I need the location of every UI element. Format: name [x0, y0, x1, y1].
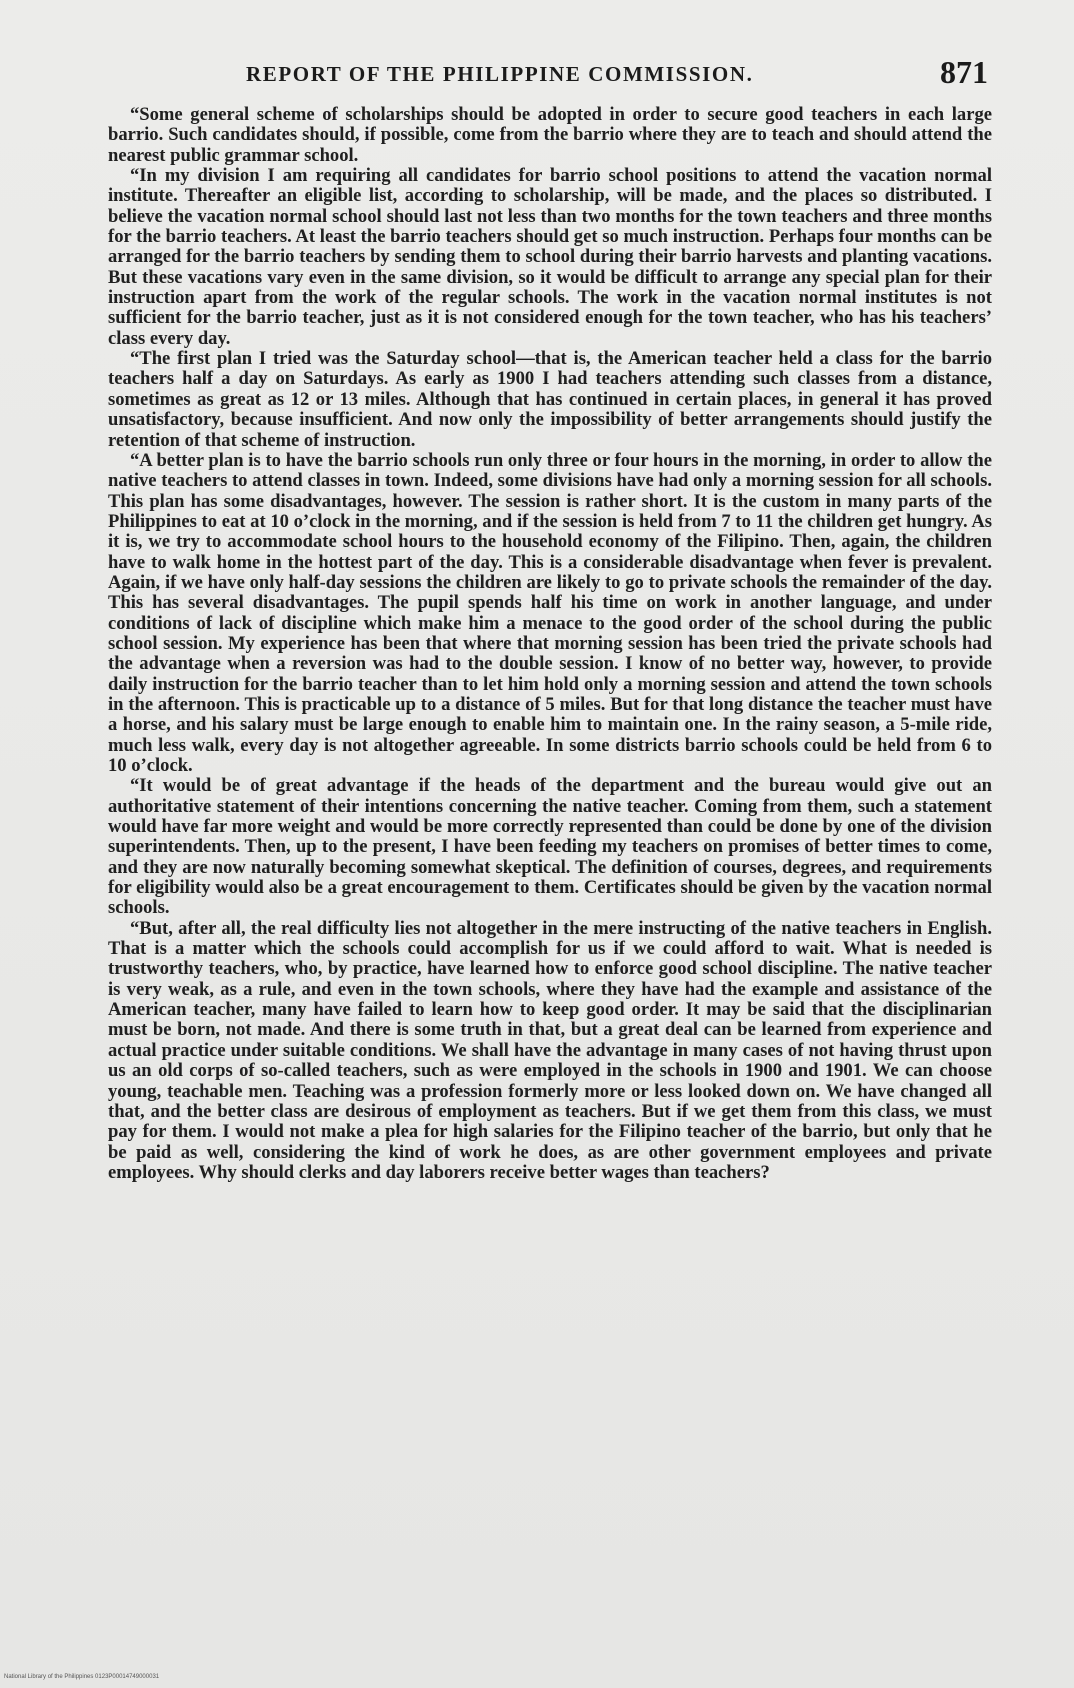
scan-credit: National Library of the Philippines 0123P00014749000031 [4, 1674, 160, 1680]
page-header [108, 54, 988, 94]
paragraph-teacher-discipline-and-pay: “But, after all, the real difficulty lies not altogether in the mere instructing of the native teachers in English. That is a matter which the schools could accomplish for us if we could afford to wait. What is needed is trustworthy teachers, who, by practice, have learned how to enforce good school discipline. The native teacher is very weak, as a rule, and even in the town schools, where they have had the example and assistance of the American teacher, many have failed to learn how to keep good order. It may be said that the disciplinarian must be born, not made. And there is some truth in that, but a great deal can be learned from experience and actual practice under suitable conditions. We shall have the advantage in many cases of not having thrust upon us an old corps of so-called teachers, such as were employed in the schools in 1900 and 1901. We can choose young, teachable men. Teaching was a profession formerly more or less looked down on. We have changed all that, and the better class are desirous of employment as teachers. But if we get them from this class, we must pay for them. I would not make a plea for high salaries for the Filipino teacher of the barrio, but only that he be paid as well, considering the kind of work he does, as are other government employees and private employees. Why should clerks and day laborers receive better wages than teachers? [108, 917, 992, 1183]
paragraph-scholarships: “Some general scheme of scholarships should be adopted in order to secure good teachers in each large barrio. Such candidates should, if possible, come from the barrio where they are to teach and should attend the nearest public grammar school. [108, 104, 992, 166]
paragraph-authoritative-statement: “It would be of great advantage if the heads of the department and the bureau would give out an authoritative statement of their intentions concerning the native teacher. Coming from them, such a statement would have far more weight and would be more correctly represented than could be done by one of the division superintendents. Then, up to the present, I have been feeding my teachers on promises of better times to come, and they are now naturally becoming somewhat skeptical. The definition of courses, degrees, and requirements for eligibility would also be a great encouragement to them. Certificates should be given by the vacation normal schools. [108, 775, 992, 919]
paragraph-saturday-school: “The first plan I tried was the Saturday school—that is, the American teacher held a class for the barrio teachers half a day on Saturdays. As early as 1900 I had teachers attending such classes from a distance, sometimes as great as 12 or 13 miles. Although that has continued in certain places, in general it has proved unsatisfactory, because insufficient. And now only the impossibility of better arrangements should justify the retention of that scheme of instruction. [108, 348, 992, 451]
paragraph-morning-session-plan: “A better plan is to have the barrio schools run only three or four hours in the morning, in order to allow the native teachers to attend classes in town. Indeed, some divisions have had only a morning session for all schools. This plan has some disadvantages, however. The session is rather short. It is the custom in many parts of the Philippines to eat at 10 o’clock in the morning, and if the session is held from 7 to 11 the children get hungry. As it is, we try to accommodate school hours to the household economy of the Filipino. Then, again, the children have to walk home in the hottest part of the day. This is a considerable disadvantage when fever is prevalent. Again, if we have only half-day sessions the children are likely to go to private schools the remainder of the day. This has several disadvantages. The pupil spends half his time on work in another language, and under conditions of lack of discipline which make him a menace to the good order of the school during the public school session. My experience has been that where that morning session has been tried the private schools had the advantage when a reversion was had to the double session. I know of no better way, however, to provide daily instruction for the barrio teacher than to let him hold only a morning session and attend the town schools in the afternoon. This is practicable up to a distance of 5 miles. But for that long distance the teacher must have a horse, and his salary must be large enough to enable him to maintain one. In the rainy season, a 5-mile ride, much less walk, every day is not altogether agreeable. In some districts barrio schools could be held from 6 to 10 o’clock. [108, 449, 992, 776]
report-body [108, 105, 992, 1183]
paragraph-vacation-normal-institute: “In my division I am requiring all candidates for barrio school positions to attend the vacation normal institute. Thereafter an eligible list, according to scholarship, will be made, and the places so distributed. I believe the vacation normal school should last not less than two months for the town teachers and three months for the barrio teachers. At least the barrio teachers should get so much instruction. Perhaps four months can be arranged for the barrio teachers by sending them to school during their barrio harvests and planting vacations. But these vacations vary even in the same division, so it would be difficult to arrange any special plan for their instruction apart from the work of the regular schools. The work in the vacation normal institutes is not sufficient for the barrio teacher, just as it is not considered enough for the town teacher, who has his teachers’ class every day. [108, 165, 992, 349]
page-number: 871 [940, 54, 988, 90]
running-title: REPORT OF THE PHILIPPINE COMMISSION. [246, 62, 754, 86]
